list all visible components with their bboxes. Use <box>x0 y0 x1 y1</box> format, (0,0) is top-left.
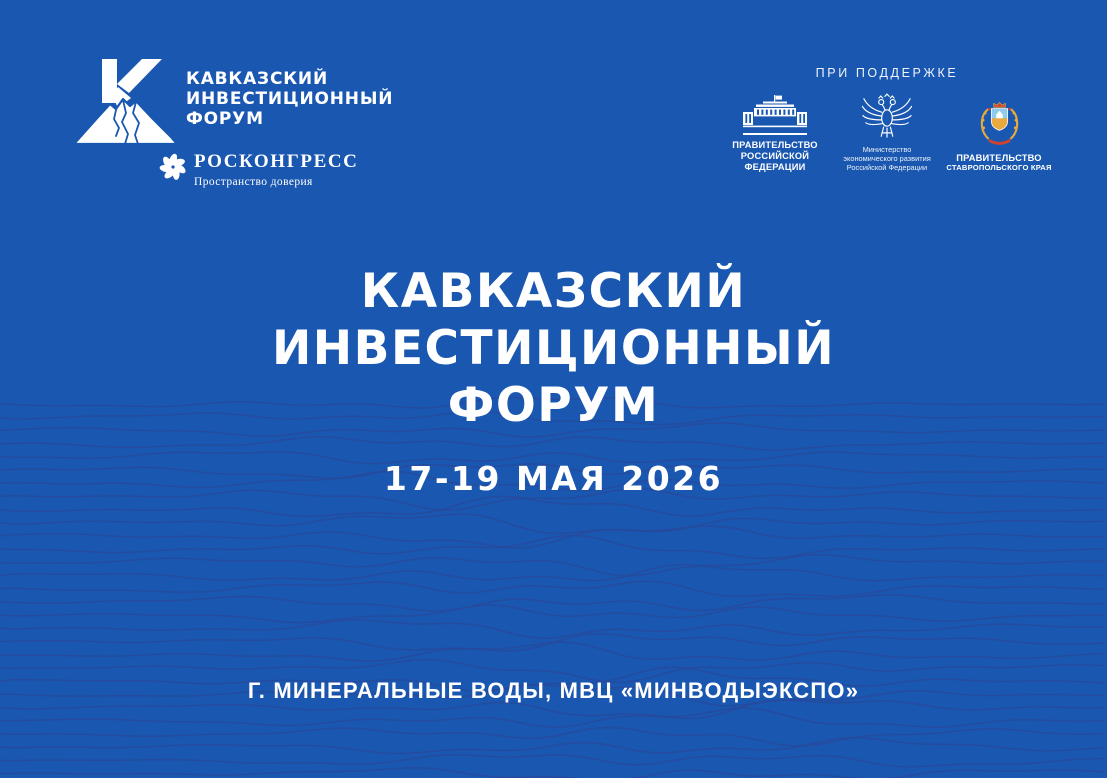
hero <box>0 263 1107 498</box>
hero-title-line: КАВКАЗСКИЙ <box>360 264 747 319</box>
double-headed-eagle-icon <box>861 92 913 142</box>
roscongress-name: РОСКОНГРЕСС <box>194 151 359 172</box>
roscongress-text <box>194 151 359 188</box>
brand-title-line: КАВКАЗСКИЙ <box>186 69 328 89</box>
government-building-icon <box>742 95 808 135</box>
gov-russia-label: ПРАВИТЕЛЬСТВО РОССИЙСКОЙ ФЕДЕРАЦИИ <box>732 140 818 172</box>
event-dates: 17-19 МАЯ 2026 <box>383 459 724 498</box>
roscongress-tagline: Пространство доверия <box>194 176 313 188</box>
logo-ministry-economic-development <box>834 92 940 172</box>
brand-title-line: ИНВЕСТИЦИОННЫЙ <box>186 89 394 109</box>
roscongress-pinwheel-icon <box>159 153 187 181</box>
support-label: ПРИ ПОДДЕРЖКЕ <box>815 66 959 80</box>
roscongress-logo <box>159 151 359 188</box>
support-block <box>722 66 1052 172</box>
venue-text: Г. МИНЕРАЛЬНЫЕ ВОДЫ, МВЦ «МИНВОДЫЭКСПО» <box>247 678 860 703</box>
hero-title-line: ИНВЕСТИЦИОННЫЙ <box>271 321 836 376</box>
stavropol-coat-of-arms-icon <box>976 101 1023 147</box>
hero-title-line: ФОРУМ <box>447 378 660 433</box>
support-logos-row <box>722 92 1052 172</box>
logo-government-of-stavropol-krai <box>946 101 1052 173</box>
kif-mountain-k-logo <box>72 56 192 148</box>
stavropol-label: ПРАВИТЕЛЬСТВО СТАВРОПОЛЬСКОГО КРАЯ <box>946 152 1052 173</box>
logo-government-of-russia <box>722 95 828 172</box>
ministry-label: Министерство экономического развития Российской Федерации <box>843 145 931 172</box>
brand-title-line: ФОРУМ <box>186 109 264 129</box>
brand-title <box>186 69 393 129</box>
hero-title <box>0 263 1107 434</box>
